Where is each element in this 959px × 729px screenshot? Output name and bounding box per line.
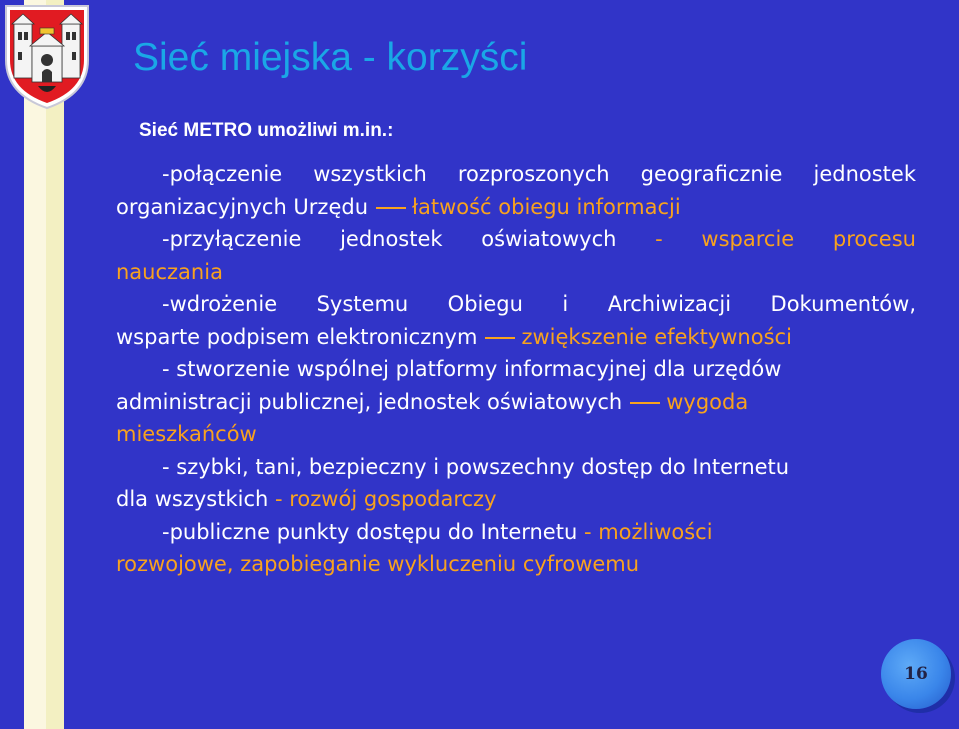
benefit-3-line-2: wsparte podpisem elektronicznym zwiększenie efektywności (116, 324, 792, 349)
slide-title: Sieć miejska - korzyści (133, 36, 528, 79)
benefit-4-line-2: administracji publicznej, jednostek oświatowych wygoda (116, 389, 749, 414)
benefit-4-line-3: mieszkańców (116, 422, 257, 446)
slide-subtitle: Sieć METRO umożliwi m.in.: (139, 120, 394, 141)
benefit-5-line-2: dla wszystkich - rozwój gospodarczy (116, 487, 497, 511)
page-number: 16 (904, 664, 928, 684)
city-coat-of-arms-icon (2, 2, 92, 110)
benefit-6-line-2: rozwojowe, zapobieganie wykluczeniu cyfrowemu (116, 552, 640, 576)
benefit-1-highlight: łatwość obiegu informacji (412, 194, 681, 219)
page-number-badge (881, 639, 951, 709)
dash-icon (485, 337, 515, 339)
benefit-3-line-1: -wdrożenie Systemu Obiegu i Archiwizacji Dokumentów, (162, 292, 916, 316)
benefit-5-highlight: - rozwój gospodarczy (275, 487, 497, 511)
benefits-list (116, 158, 916, 581)
benefit-6-line-1: -publiczne punkty dostępu do Internetu - możliwości (162, 519, 713, 544)
dash-icon (376, 207, 406, 209)
benefit-1-line-2: organizacyjnych Urzędu łatwość obiegu informacji (116, 194, 681, 219)
benefit-4-highlight: wygoda (666, 389, 749, 414)
benefit-2-highlight: - wsparcie procesu (655, 227, 916, 251)
benefit-2-line-2: nauczania (116, 259, 223, 284)
dash-icon (630, 402, 660, 404)
benefit-4-line-1: - stworzenie wspólnej platformy informacyjnej dla urzędów (162, 357, 782, 381)
benefit-5-line-1: - szybki, tani, bezpieczny i powszechny dostęp do Internetu (162, 454, 790, 479)
benefit-1-line-1: -połączenie wszystkich rozproszonych geograficznie jednostek (162, 162, 916, 186)
benefit-6-highlight: - możliwości (583, 519, 713, 544)
benefit-2-line-1: -przyłączenie jednostek oświatowych - wsparcie procesu (162, 227, 916, 251)
benefit-3-highlight: zwiększenie efektywności (521, 324, 792, 349)
